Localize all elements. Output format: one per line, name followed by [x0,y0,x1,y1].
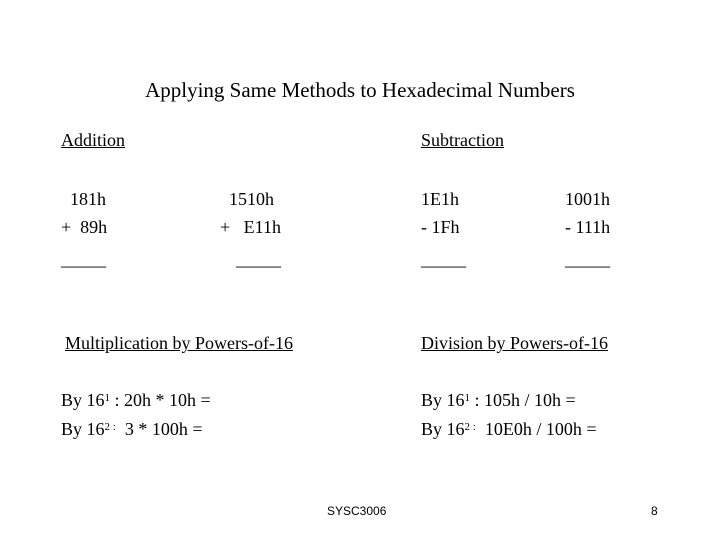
addition-problem-2-line2: + E11h [220,217,281,237]
division-line-1: By $16^1$ : 105h / 10h = [421,390,576,410]
subtraction-problem-1-rule: _____ [421,249,466,269]
multiplication-line-2: By $16^{2 :}$ 3 * 100h = [61,419,203,439]
division-line-2: By $16^{2 :}$ 10E0h / 100h = [421,419,597,439]
subtraction-problem-2-rule: _____ [565,249,610,269]
addition-problem-1-line2: + 89h [61,217,108,237]
subtraction-heading: Subtraction [421,130,504,150]
footer-course-code: SYSC3006 [327,504,387,518]
subtraction-problem-2-line2: - 111h [565,217,611,237]
footer-page-number: 8 [651,504,658,518]
subtraction-problem-2-line1: 1001h [565,189,610,209]
addition-heading: Addition [61,130,126,150]
subtraction-problem-1-line1: 1E1h [421,189,459,209]
addition-problem-1-rule: _____ [61,249,106,269]
addition-problem-1-line1: 181h [61,189,106,209]
multiplication-heading: Multiplication by Powers-of-16 [65,333,293,353]
multiplication-line-1: By $16^1$ : 20h * 10h = [61,390,211,410]
division-heading: Division by Powers-of-16 [421,333,608,353]
addition-problem-2-line1: 1510h [220,189,274,209]
addition-problem-2-rule: _____ [236,249,281,269]
subtraction-problem-1-line2: - 1Fh [421,217,460,237]
page-title: Applying Same Methods to Hexadecimal Numbers [145,78,575,102]
